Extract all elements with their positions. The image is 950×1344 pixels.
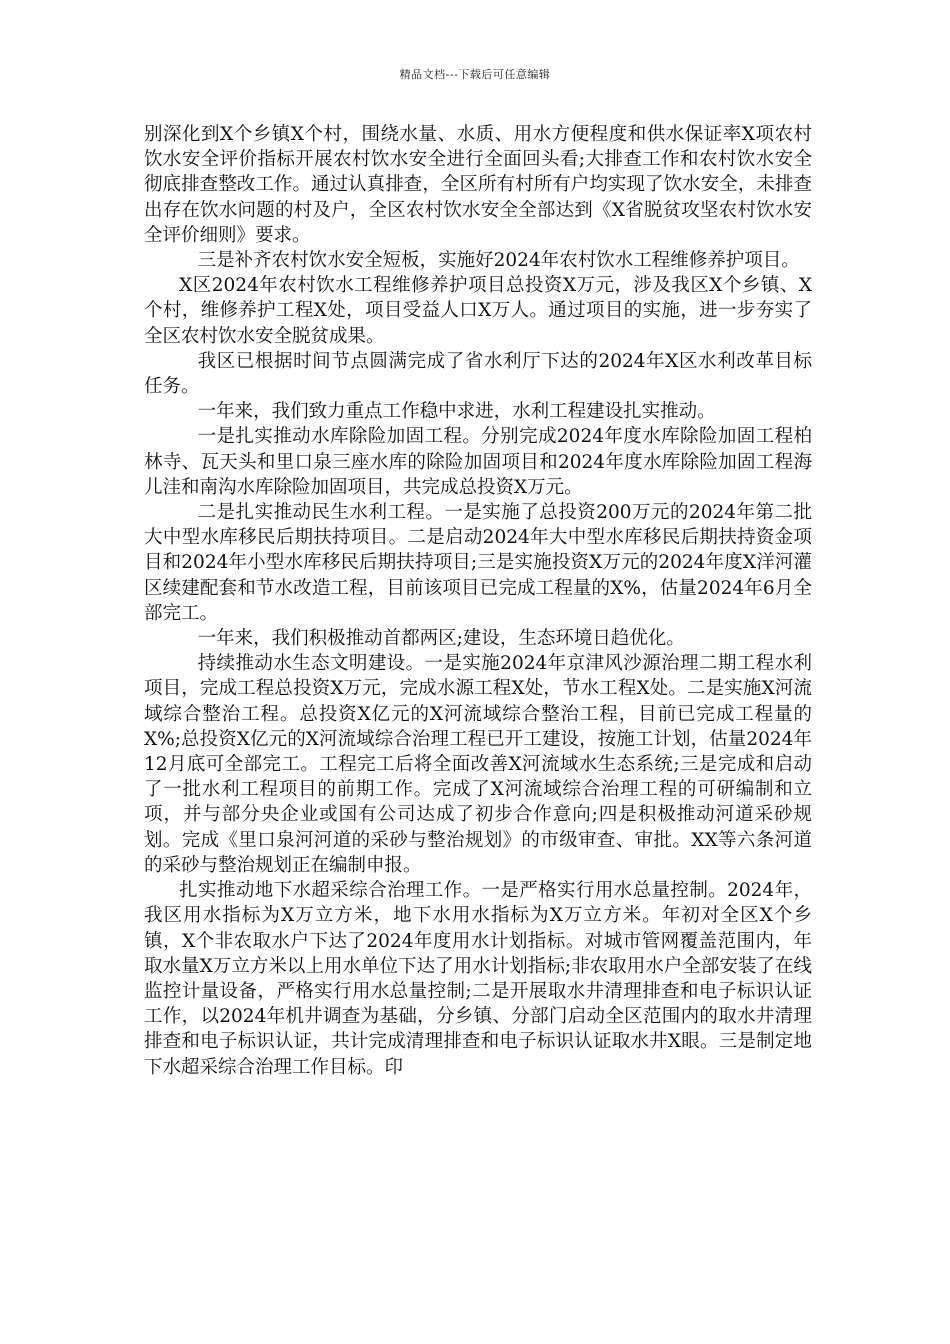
paragraph-9: 持续推动水生态文明建设。一是实施2024年京津风沙源治理二期工程水利项目，完成工程总投资X万元，完成水源工程X处，节水工程X处。二是实施X河流域综合整治工程。总投资X亿元的X河流域综合整治工程，目前已完成工程量的X%;总投资X亿元的X河流域综合治理工程已开工建设，按施工计划，估量2024年12月底可全部完工。工程完工后将全面改善X河流域水生态系统;三是完成和启动了一批水利工程项目的前期工作。完成了X河流域综合治理工程的可研编制和立项，并与部分央企业或国有公司达成了初步合作意向;四是积极推动河道采砂规划。完成《里口泉河河道的采砂与整治规划》的市级审查、审批。XX等六条河道的采砂与整治规划正在编制申报。	[144, 653, 812, 876]
paragraph-5: 一年来，我们致力重点工作稳中求进，水利工程建设扎实推动。	[197, 401, 716, 423]
paragraph-4: 我区已根据时间节点圆满完成了省水利厅下达的2024年X区水利改革目标任务。	[144, 350, 812, 398]
paragraph-3: X区2024年农村饮水工程维修养护项目总投资X万元，涉及我区X个乡镇、X个村，维修养护工程X处，项目受益人口X万人。通过项目的实施，进一步夯实了全区农村饮水安全脱贫成果。	[144, 275, 812, 347]
paragraph-10: 扎实推动地下水超采综合治理工作。一是严格实行用水总量控制。2024年，我区用水指标为X万立方米，地下水用水指标为X万立方米。年初对全区X个乡镇，X个非农取水户下达了2024年度用水计划指标。对城市管网覆盖范围内，年取水量X万立方米以上用水单位下达了用水计划指标;非农取用水户全部安装了在线监控计量设备，严格实行用水总量控制;二是开展取水井清理排查和电子标识认证工作，以2024年机井调查为基础，分乡镇、分部门启动全区范围内的取水井清理排查和电子标识认证，共计完成清理排查和电子标识认证取水井X眼。三是制定地下水超采综合治理工作目标。印	[144, 880, 812, 1078]
paragraph-7: 二是扎实推动民生水利工程。一是实施了总投资200万元的2024年第二批大中型水库移民后期扶持项目。二是启动2024年大中型水库移民后期扶持资金项目和2024年小型水库移民后期扶持项目;三是实施投资X万元的2024年度X洋河灌区续建配套和节水改造工程，目前该项目已完成工程量的X%，估量2024年6月全部完工。	[144, 502, 812, 624]
paragraph-8: 一年来，我们积极推动首都两区;建设，生态环境日趋优化。	[197, 628, 685, 650]
document-body	[144, 122, 812, 1080]
page-header: 精品文档---下载后可任意编辑	[399, 68, 551, 81]
paragraph-1: 别深化到X个乡镇X个村，围绕水量、水质、用水方便程度和供水保证率X项农村饮水安全评价指标开展农村饮水安全进行全面回头看;大排查工作和农村饮水安全彻底排查整改工作。通过认真排查，全区所有村所有户均实现了饮水安全，未排查出存在饮水问题的村及户，全区农村饮水安全全部达到《X省脱贫攻坚农村饮水安全评价细则》要求。	[144, 124, 812, 246]
paragraph-2: 三是补齐农村饮水安全短板，实施好2024年农村饮水工程维修养护项目。	[197, 250, 800, 272]
paragraph-6: 一是扎实推动水库除险加固工程。分别完成2024年度水库除险加固工程柏林寺、瓦天头和里口泉三座水库的除险加固项目和2024年度水库除险加固工程海儿洼和南沟水库除险加固项目，共完成总投资X万元。	[144, 426, 812, 498]
